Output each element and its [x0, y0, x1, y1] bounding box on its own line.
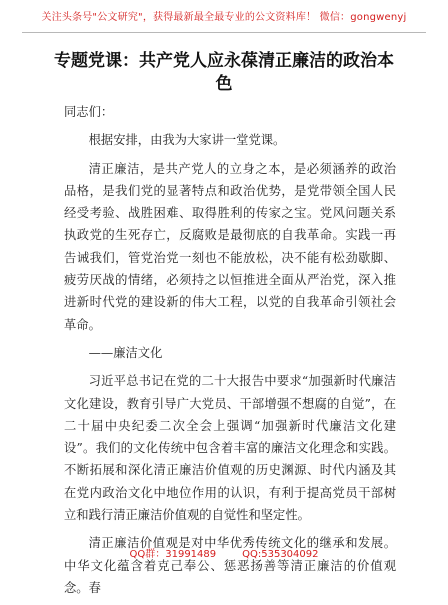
- footer-qq: QQ:535304092: [242, 549, 319, 560]
- paragraph-values: 清正廉洁价值观是对中华优秀传统文化的继承和发展。中华文化蕴含着克己奉公、惩恶扬善等清正廉洁的价值观念。春: [64, 536, 396, 595]
- paragraph-culture: 习近平总书记在党的二十大报告中要求“加强新时代廉洁文化建设，教育引导广大党员、干部增强不想腐的自觉”，在二十届中央纪委二次全会上强调“加强新时代廉洁文化建设”。我们的文化传统中包含着丰富的廉洁文化理念和实践。不断拓展和深化清正廉洁价值观的历史渊源、时代内涵及其在党内政治文化中地位作用的认识，有利于提高党员干部树立和践行清正廉洁价值观的自觉性和坚定性。: [64, 374, 396, 523]
- document-title: 专题党课：共产党人应永葆清正廉洁的政治本色: [54, 51, 394, 94]
- header-banner: 关注头条号"公文研究"，获得最新最全最专业的公文资料库！ 微信：gongwenyj: [41, 12, 407, 23]
- section-heading: ——廉洁文化: [88, 345, 163, 360]
- header-divider: [22, 32, 426, 33]
- document-body: [64, 101, 396, 605]
- footer-qq-group: QQ群：31991489: [129, 549, 217, 560]
- paragraph-intro: 根据安排，由我为大家讲一堂党课。: [88, 133, 286, 148]
- footer-contact: [0, 545, 448, 560]
- paragraph-integrity: 清正廉洁，是共产党人的立身之本，是必须涵养的政治品格，是我们党的显著特点和政治优势，是党带领全国人民经受考验、战胜困难、取得胜利的传家之宝。党风问题关系执政党的生死存亡，反腐败是最彻底的自我革命。实践一再告诫我们，管党治党一刻也不能放松，决不能有松劲歇脚、疲劳厌战的情绪，必须持之以恒推进全面从严治党，深入推进新时代党的建设新的伟大工程，以党的自我革命引领社会革命。: [64, 161, 396, 332]
- salutation: 同志们：: [64, 105, 114, 119]
